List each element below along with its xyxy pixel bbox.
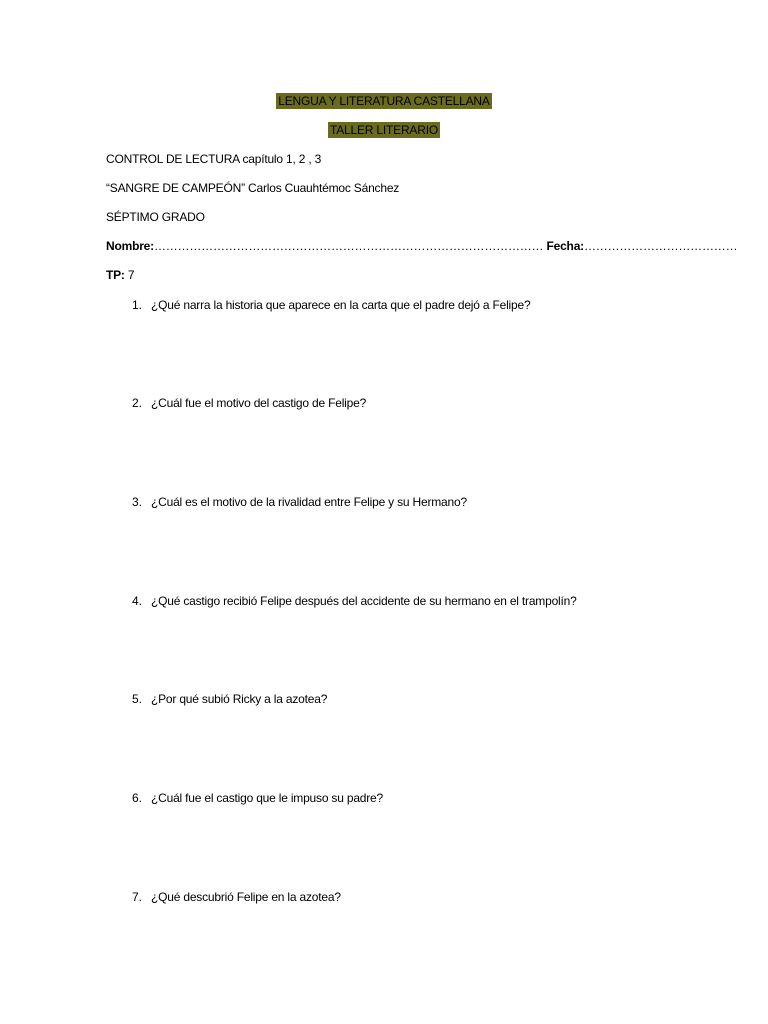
tp-label: TP:	[106, 268, 125, 282]
question-number: 5.	[131, 692, 142, 706]
question-number: 1.	[131, 298, 142, 312]
workshop-heading	[0, 122, 768, 138]
question-number: 4.	[131, 594, 142, 608]
question-text: ¿Qué descubrió Felipe en la azotea?	[151, 890, 341, 904]
question-text: ¿Cuál es el motivo de la rivalidad entre Felipe y su Hermano?	[151, 495, 467, 509]
name-blank: ………………………………………………………………………………………	[153, 239, 544, 253]
question-text: ¿Qué castigo recibió Felipe después del accidente de su hermano en el trampolín?	[151, 594, 577, 608]
grade-line: SÉPTIMO GRADO	[106, 210, 205, 224]
question-number: 2.	[131, 396, 142, 410]
question-text: ¿Cuál fue el motivo del castigo de Felipe?	[151, 396, 367, 410]
question-text: ¿Qué narra la historia que aparece en la carta que el padre dejó a Felipe?	[151, 298, 531, 312]
tp-line	[106, 267, 134, 283]
question-number: 3.	[131, 495, 142, 509]
name-label: Nombre:	[106, 239, 154, 253]
date-blank: …………………………………	[583, 239, 738, 253]
control-line: CONTROL DE LECTURA capítulo 1, 2 , 3	[106, 152, 322, 166]
book-line: “SANGRE DE CAMPEÓN” Carlos Cuauhtémoc Sánchez	[106, 181, 400, 195]
subject-heading	[0, 93, 768, 109]
name-date-line	[106, 238, 737, 254]
question-number: 7.	[131, 890, 142, 904]
question-text: ¿Cuál fue el castigo que le impuso su padre?	[151, 791, 384, 805]
workshop-highlight: TALLER LITERARIO	[330, 123, 438, 137]
date-label: Fecha:	[546, 239, 584, 253]
question-number: 6.	[131, 791, 142, 805]
tp-value: 7	[127, 268, 135, 282]
subject-highlight: LENGUA Y LITERATURA CASTELLANA	[278, 94, 490, 108]
question-text: ¿Por qué subió Ricky a la azotea?	[151, 692, 328, 706]
